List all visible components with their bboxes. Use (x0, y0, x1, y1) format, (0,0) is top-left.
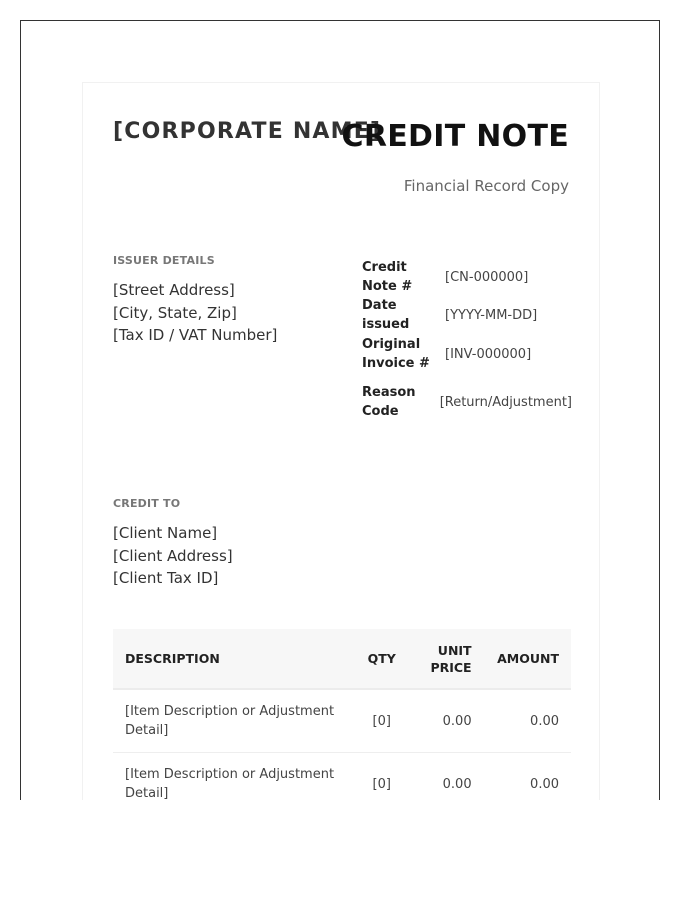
meta-value: [INV-000000] (445, 346, 532, 362)
meta-row-credit-note-number (362, 258, 572, 296)
meta-label: Credit Note # (362, 260, 413, 294)
table-row (113, 753, 571, 801)
document-subtitle: Financial Record Copy (403, 177, 569, 195)
row-amount: 0.00 (484, 753, 571, 801)
row-qty: [0] (355, 753, 408, 801)
issuer-street: [Street Address] (113, 281, 235, 299)
row-description: [Item Description or Adjustment Detail] (113, 753, 355, 801)
row-amount: 0.00 (484, 689, 571, 753)
client-address: [Client Address] (113, 546, 233, 565)
credit-to-address (113, 522, 233, 590)
company-name: [CORPORATE NAME] (113, 119, 382, 144)
meta-value: [Return/Adjustment] (439, 394, 572, 410)
meta-row-date-issued (362, 296, 572, 334)
row-description: [Item Description or Adjustment Detail] (113, 689, 355, 753)
document-viewport (20, 20, 660, 800)
client-tax-id: [Client Tax ID] (113, 569, 219, 587)
issuer-city: [City, State, Zip] (113, 303, 237, 322)
issuer-details-label: ISSUER DETAILS (113, 254, 215, 267)
row-unit-price: 0.00 (408, 753, 483, 801)
credit-note-meta (362, 258, 572, 430)
line-items-table (113, 629, 571, 800)
meta-row-original-invoice (362, 334, 572, 374)
meta-row-reason-code (362, 374, 572, 430)
issuer-address (113, 279, 277, 347)
meta-label: Reason Code (362, 385, 416, 419)
row-qty: [0] (355, 689, 408, 753)
meta-value: [CN-000000] (445, 269, 529, 285)
column-header-amount: AMOUNT (484, 629, 571, 689)
row-unit-price: 0.00 (408, 689, 483, 753)
column-header-unit-price: UNIT PRICE (408, 629, 483, 689)
credit-to-label: CREDIT TO (113, 497, 181, 510)
issuer-tax-id: [Tax ID / VAT Number] (113, 326, 278, 344)
meta-label: Date issued (362, 298, 410, 332)
column-header-qty: QTY (355, 629, 408, 689)
document-title: CREDIT NOTE (341, 119, 569, 154)
client-name: [Client Name] (113, 524, 218, 542)
meta-label: Original Invoice # (362, 337, 430, 371)
meta-value: [YYYY-MM-DD] (445, 307, 538, 323)
table-header-row (113, 629, 571, 689)
column-header-description: DESCRIPTION (113, 629, 355, 689)
credit-note-page (82, 82, 600, 800)
table-row (113, 689, 571, 753)
